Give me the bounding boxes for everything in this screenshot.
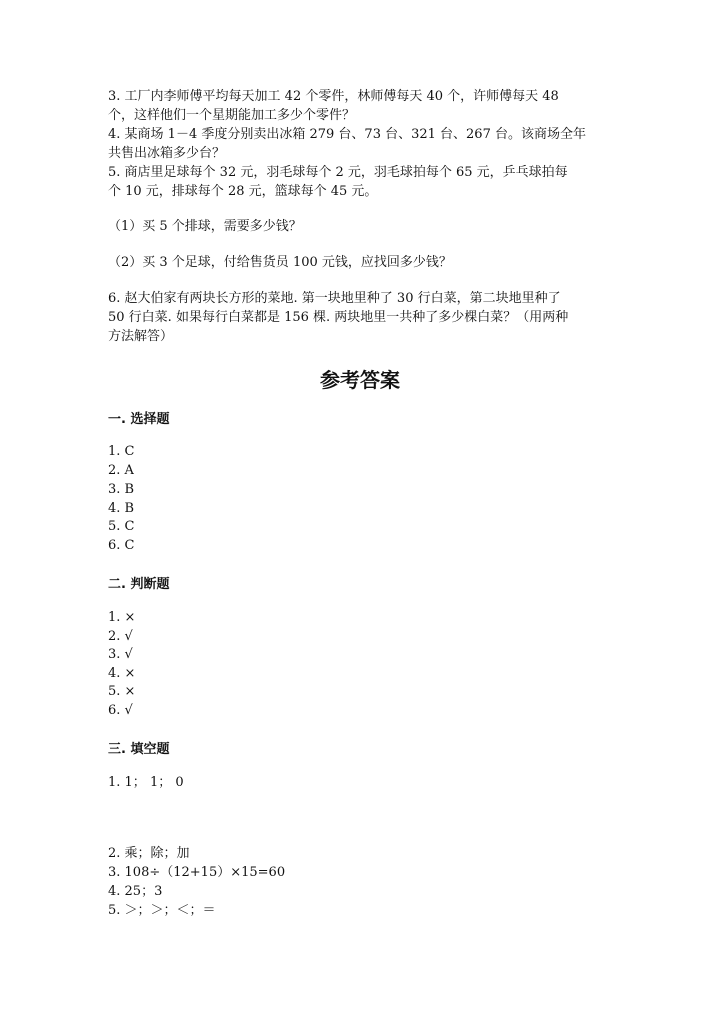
section-2-heading: 二. 判断题 [108,577,170,592]
section-3-answer: 4. 25；3 [108,884,163,899]
problem-4-line-1: 4. 某商场 1－4 季度分别卖出冰箱 279 台、73 台、321 台、267 台。该商场全年 [108,127,586,142]
section-3-answer: 1. 1； 1； 0 [108,775,184,790]
problem-3-line-1: 3. 工厂内李师傅平均每天加工 42 个零件，林师傅每天 40 个，许师傅每天 48 [108,89,559,104]
problem-3-line-2: 个，这样他们一个星期能加工多少个零件？ [108,108,356,123]
section-3-answer: 2. 乘；除；加 [108,846,190,861]
problem-4-line-2: 共售出冰箱多少台？ [108,146,226,161]
section-2-answer: 4. × [108,666,136,681]
section-1-answer: 1. C [108,444,135,459]
problem-6-line-1: 6. 赵大伯家有两块长方形的菜地. 第一块地里种了 30 行白菜，第二块地里种了 [108,291,561,306]
section-2-answer: 5. × [108,684,136,699]
problem-5-line-1: 5. 商店里足球每个 32 元，羽毛球每个 2 元，羽毛球拍每个 65 元，乒乓球拍每 [108,165,568,180]
section-1-answer: 2. A [108,463,134,478]
section-3-answer: 5. ＞；＞；＜；＝ [108,903,216,918]
section-2-answer: 2. √ [108,629,133,644]
section-1-answer: 6. C [108,538,135,553]
problem-5-sub-2: （2）买 3 个足球，付给售货员 100 元钱，应找回多少钱？ [108,255,452,270]
problem-5-sub-1: （1）买 5 个排球，需要多少钱？ [108,219,302,234]
section-2-answer: 3. √ [108,647,133,662]
section-2-answer: 1. × [108,610,136,625]
section-1-answer: 3. B [108,482,135,497]
section-1-answer: 5. C [108,519,135,534]
section-3-heading: 三. 填空题 [108,742,170,757]
section-2-answer: 6. √ [108,703,133,718]
problem-6-line-2: 50 行白菜. 如果每行白菜都是 156 棵. 两块地里一共种了多少棵白菜？（用两种 [108,310,569,325]
problem-6-line-3: 方法解答） [108,329,174,344]
problem-5-line-2: 个 10 元，排球每个 28 元，篮球每个 45 元。 [108,184,378,199]
section-1-heading: 一. 选择题 [108,412,170,427]
section-3-answer: 3. 108÷（12+15）×15=60 [108,865,286,880]
section-1-answer: 4. B [108,501,135,516]
answers-title: 参考答案 [320,368,400,392]
